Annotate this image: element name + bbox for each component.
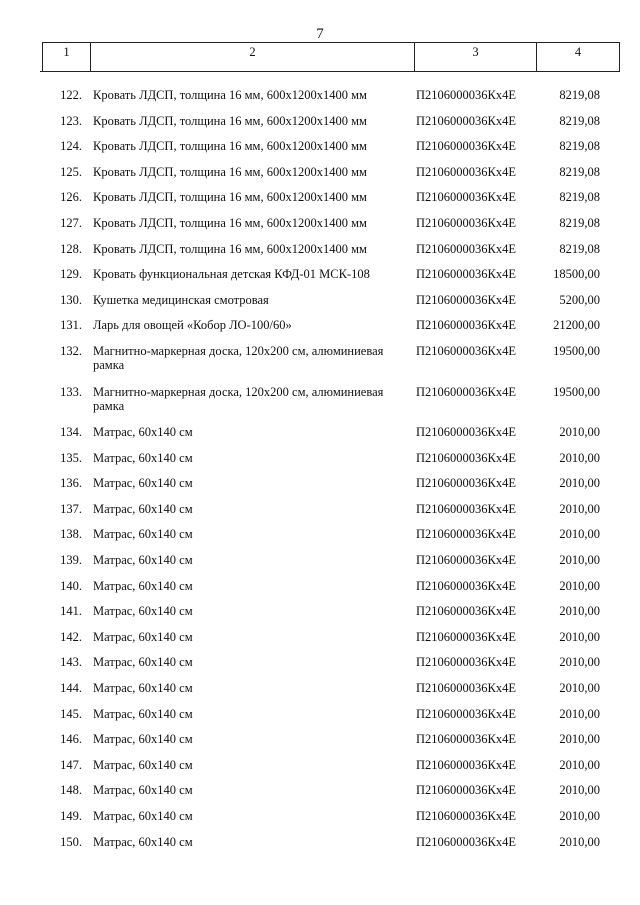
item-code: П2106000036Кх4Е: [416, 139, 516, 154]
column-header-2: 2: [91, 43, 415, 72]
row-number: 123.: [60, 113, 82, 128]
row-number: 131.: [60, 318, 82, 333]
item-price: 2010,00: [559, 706, 600, 721]
item-code: П2106000036Кх4Е: [416, 292, 516, 307]
item-price: 2010,00: [559, 809, 600, 823]
item-code: П2106000036Кх4Е: [416, 578, 516, 593]
item-price: 8219,08: [559, 216, 600, 230]
item-name: Матрас, 60x140 см: [93, 732, 193, 747]
item-price: 2010,00: [559, 604, 600, 619]
item-name: Кровать функциональная детская КФД-01 МСК-108: [93, 267, 370, 282]
row-number: 146.: [60, 732, 82, 747]
item-name: Матрас, 60x140 см: [93, 578, 193, 593]
item-price: 8219,08: [559, 164, 600, 179]
row-number: 144.: [60, 681, 82, 695]
item-name: Матрас, 60x140 см: [93, 629, 193, 644]
item-code: П2106000036Кх4Е: [416, 88, 516, 102]
row-number: 139.: [60, 553, 82, 567]
item-name: Кровать ЛДСП, толщина 16 мм, 600x1200x1400 мм: [93, 241, 367, 256]
item-name: Матрас, 60x140 см: [93, 501, 193, 516]
item-price: 18500,00: [553, 267, 600, 282]
item-name: Матрас, 60x140 см: [93, 604, 193, 619]
row-number: 127.: [60, 216, 82, 230]
item-code: П2106000036Кх4Е: [416, 318, 516, 333]
column-header-3: 3: [415, 43, 537, 72]
item-code: П2106000036Кх4Е: [416, 476, 516, 491]
item-price: 8219,08: [559, 190, 600, 205]
item-name: Матрас, 60x140 см: [93, 527, 193, 542]
item-price: 19500,00: [553, 344, 600, 358]
item-price: 8219,08: [559, 139, 600, 154]
item-price: 8219,08: [559, 88, 600, 102]
item-name: Матрас, 60x140 см: [93, 681, 193, 695]
row-number: 135.: [60, 450, 82, 465]
item-code: П2106000036Кх4Е: [416, 604, 516, 619]
item-name: Кровать ЛДСП, толщина 16 мм, 600x1200x1400 мм: [93, 164, 367, 179]
row-number: 134.: [60, 425, 82, 439]
item-name: Матрас, 60x140 см: [93, 783, 193, 798]
row-number: 133.: [60, 384, 82, 399]
item-price: 2010,00: [559, 450, 600, 465]
item-name: Кровать ЛДСП, толщина 16 мм, 600x1200x1400 мм: [93, 88, 367, 102]
row-number: 126.: [60, 190, 82, 205]
item-code: П2106000036Кх4Е: [416, 190, 516, 205]
item-price: 2010,00: [559, 425, 600, 439]
item-code: П2106000036Кх4Е: [416, 655, 516, 670]
item-name: Матрас, 60x140 см: [93, 757, 193, 772]
item-name: Кровать ЛДСП, толщина 16 мм, 600x1200x1400 мм: [93, 190, 367, 205]
item-price: 2010,00: [559, 553, 600, 567]
item-code: П2106000036Кх4Е: [416, 834, 516, 849]
row-number: 130.: [60, 292, 82, 307]
row-number: 147.: [60, 757, 82, 772]
item-price: 19500,00: [553, 384, 600, 399]
item-code: П2106000036Кх4Е: [416, 344, 516, 358]
item-price: 2010,00: [559, 527, 600, 542]
row-number: 122.: [60, 88, 82, 102]
row-number: 138.: [60, 527, 82, 542]
item-price: 2010,00: [559, 501, 600, 516]
item-code: П2106000036Кх4Е: [416, 267, 516, 282]
item-code: П2106000036Кх4Е: [416, 757, 516, 772]
item-price: 2010,00: [559, 681, 600, 695]
item-name: Матрас, 60x140 см: [93, 809, 193, 823]
item-price: 21200,00: [553, 318, 600, 333]
row-number: 150.: [60, 834, 82, 849]
item-price: 2010,00: [559, 834, 600, 849]
item-price: 8219,08: [559, 241, 600, 256]
row-number: 143.: [60, 655, 82, 670]
item-name: Кровать ЛДСП, толщина 16 мм, 600x1200x1400 мм: [93, 113, 367, 128]
item-code: П2106000036Кх4Е: [416, 706, 516, 721]
item-name: Магнитно-маркерная доска, 120x200 см, алюминиевая рамка: [93, 384, 384, 413]
row-number: 132.: [60, 344, 82, 358]
item-price: 8219,08: [559, 113, 600, 128]
item-code: П2106000036Кх4Е: [416, 527, 516, 542]
row-number: 125.: [60, 164, 82, 179]
item-code: П2106000036Кх4Е: [416, 164, 516, 179]
item-price: 2010,00: [559, 783, 600, 798]
row-number: 129.: [60, 267, 82, 282]
item-name: Ларь для овощей «Кобор ЛО-100/60»: [93, 318, 292, 333]
page-number: 7: [316, 26, 324, 42]
item-name: Матрас, 60x140 см: [93, 553, 193, 567]
item-name: Матрас, 60x140 см: [93, 425, 193, 439]
item-price: 5200,00: [559, 292, 600, 307]
item-name: Матрас, 60x140 см: [93, 450, 193, 465]
item-price: 2010,00: [559, 629, 600, 644]
row-number: 141.: [60, 604, 82, 619]
item-code: П2106000036Кх4Е: [416, 216, 516, 230]
item-name: Кровать ЛДСП, толщина 16 мм, 600x1200x1400 мм: [93, 139, 367, 154]
row-number: 148.: [60, 783, 82, 798]
item-price: 2010,00: [559, 757, 600, 772]
item-code: П2106000036Кх4Е: [416, 629, 516, 644]
item-code: П2106000036Кх4Е: [416, 113, 516, 128]
item-name: Матрас, 60x140 см: [93, 655, 193, 670]
item-name: Матрас, 60x140 см: [93, 706, 193, 721]
item-name: Кровать ЛДСП, толщина 16 мм, 600x1200x1400 мм: [93, 216, 367, 230]
item-code: П2106000036Кх4Е: [416, 732, 516, 747]
item-code: П2106000036Кх4Е: [416, 450, 516, 465]
row-number: 149.: [60, 809, 82, 823]
item-price: 2010,00: [559, 655, 600, 670]
item-code: П2106000036Кх4Е: [416, 384, 516, 399]
column-header-1: 1: [43, 43, 91, 72]
item-code: П2106000036Кх4Е: [416, 241, 516, 256]
row-number: 140.: [60, 578, 82, 593]
row-number: 145.: [60, 706, 82, 721]
column-header-4: 4: [574, 45, 582, 59]
item-name: Магнитно-маркерная доска, 120x200 см, алюминиевая рамка: [93, 344, 384, 372]
item-price: 2010,00: [559, 476, 600, 491]
item-code: П2106000036Кх4Е: [416, 553, 516, 567]
item-price: 2010,00: [559, 578, 600, 593]
item-name: Матрас, 60x140 см: [93, 834, 193, 849]
item-code: П2106000036Кх4Е: [416, 501, 516, 516]
item-name: Кушетка медицинская смотровая: [93, 292, 269, 307]
row-number: 136.: [60, 476, 82, 491]
row-number: 124.: [60, 139, 82, 154]
item-code: П2106000036Кх4Е: [416, 783, 516, 798]
item-code: П2106000036Кх4Е: [416, 809, 516, 823]
row-number: 137.: [60, 501, 82, 516]
row-number: 128.: [60, 241, 82, 256]
item-code: П2106000036Кх4Е: [416, 681, 516, 695]
item-price: 2010,00: [559, 732, 600, 747]
item-code: П2106000036Кх4Е: [416, 425, 516, 439]
row-number: 142.: [60, 629, 82, 644]
item-name: Матрас, 60x140 см: [93, 476, 193, 491]
